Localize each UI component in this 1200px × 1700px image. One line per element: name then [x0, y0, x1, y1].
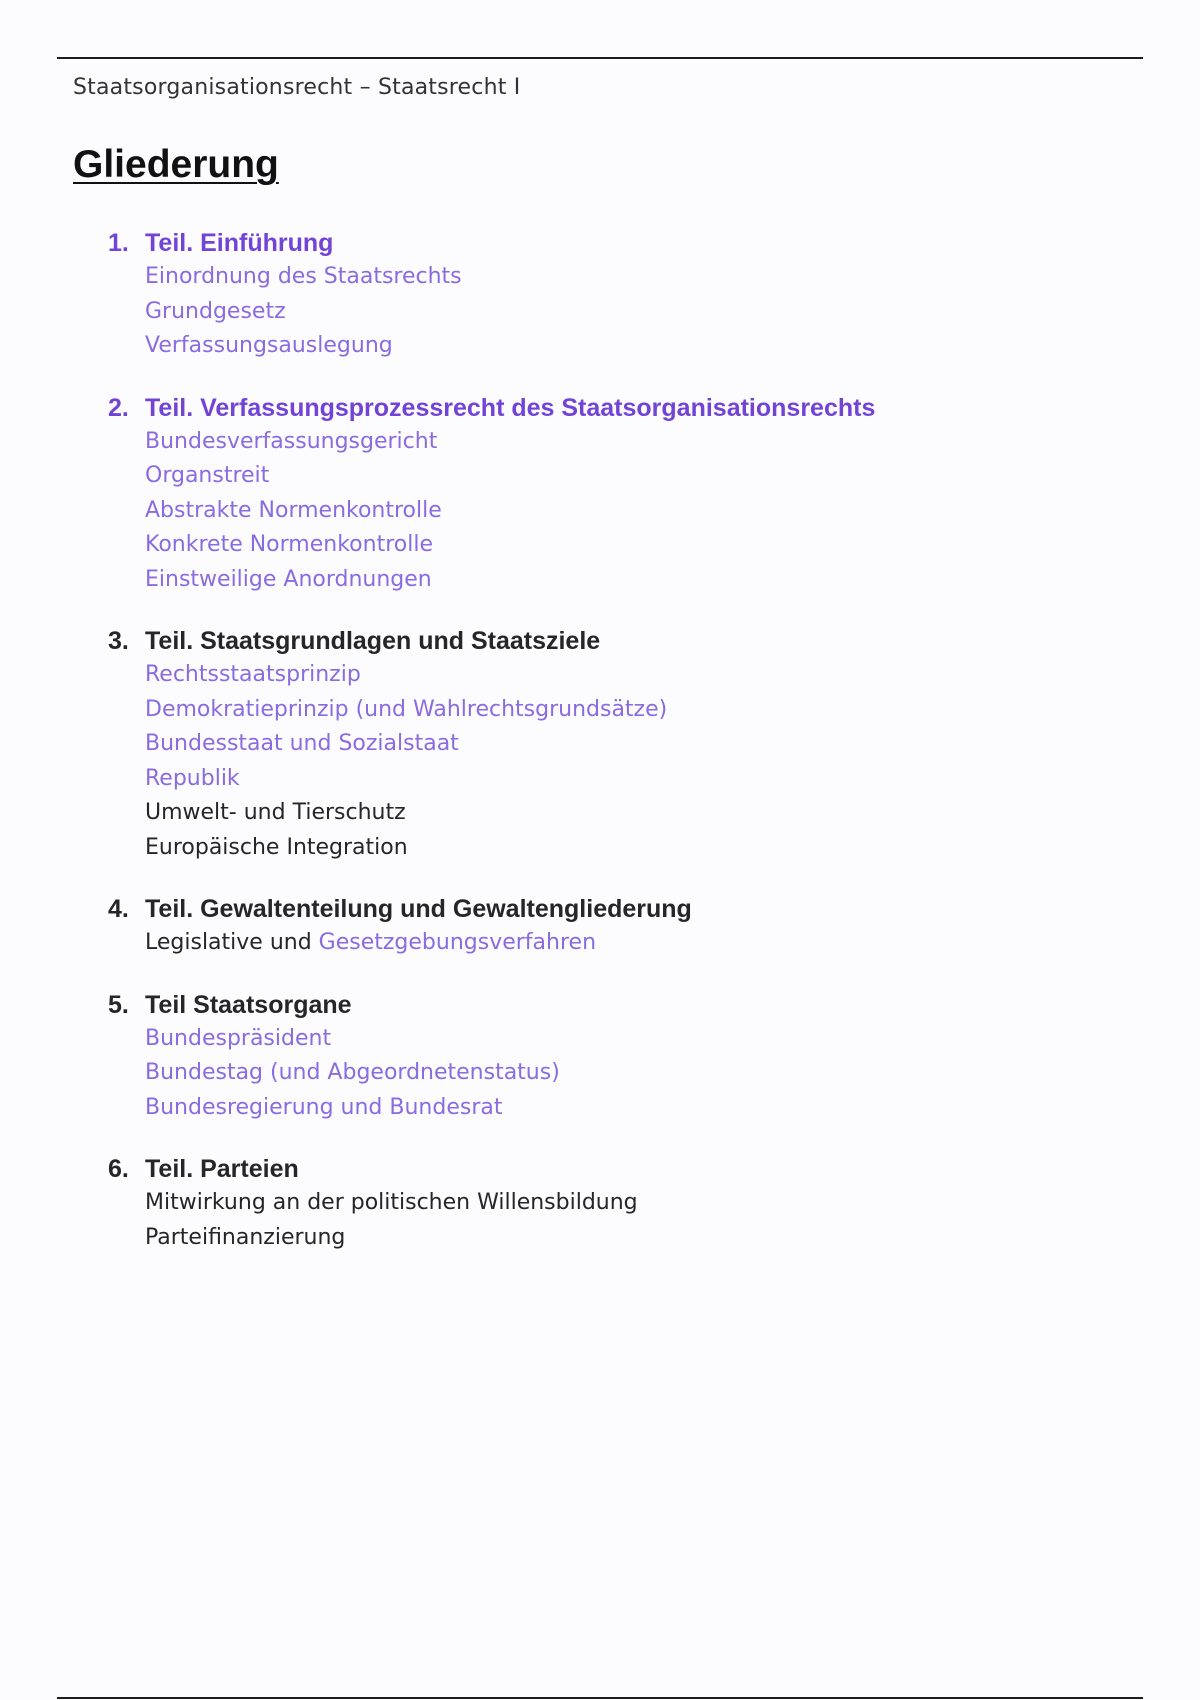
item-link[interactable]: Bundespräsident	[145, 1025, 332, 1051]
page-title: Gliederung	[73, 143, 279, 186]
list-item	[145, 1221, 1108, 1256]
item-link[interactable]: Einstweilige Anordnungen	[145, 566, 432, 592]
section-heading	[108, 624, 1108, 658]
item-link[interactable]: Abstrakte Normenkontrolle	[145, 497, 442, 523]
list-item	[145, 295, 1108, 330]
section-items	[108, 425, 1108, 598]
section-heading	[108, 988, 1108, 1022]
list-item	[145, 1091, 1108, 1126]
header-rule	[57, 57, 1143, 59]
list-item	[145, 459, 1108, 494]
list-item	[145, 658, 1108, 693]
list-item	[145, 693, 1108, 728]
list-item	[145, 1022, 1108, 1057]
section-title: Teil. Staatsgrundlagen und Staatsziele	[145, 627, 601, 655]
list-item	[145, 1056, 1108, 1091]
section-items	[108, 1022, 1108, 1126]
list-item	[145, 329, 1108, 364]
list-item	[145, 260, 1108, 295]
list-item	[145, 727, 1108, 762]
section-number: 3.	[108, 627, 129, 655]
item-link[interactable]: Demokratieprinzip (und Wahlrechtsgrundsätze)	[145, 696, 668, 722]
list-item	[145, 831, 1108, 866]
item-link[interactable]: Bundesverfassungsgericht	[145, 428, 438, 454]
section-number: 1.	[108, 229, 129, 257]
list-item	[145, 563, 1108, 598]
item-link[interactable]: Republik	[145, 765, 240, 791]
section-heading	[108, 892, 1108, 926]
section-number: 4.	[108, 895, 129, 923]
item-text: Umwelt- und Tierschutz	[145, 800, 406, 825]
section-title: Teil Staatsorgane	[145, 990, 352, 1019]
list-item	[145, 762, 1108, 797]
list-item	[145, 926, 1108, 961]
section-items	[108, 658, 1108, 865]
section-title[interactable]: Teil. Einführung	[145, 229, 334, 257]
item-link[interactable]: Einordnung des Staatsrechts	[145, 264, 462, 289]
item-link[interactable]: Bundesregierung und Bundesrat	[145, 1094, 503, 1120]
item-link[interactable]: Organstreit	[145, 463, 270, 488]
section-title: Teil. Gewaltenteilung und Gewaltengliederung	[145, 895, 692, 923]
section-heading[interactable]	[108, 226, 1108, 260]
section-number: 2.	[108, 393, 129, 422]
item-text: Legislative und	[145, 930, 319, 955]
item-link[interactable]: Rechtsstaatsprinzip	[145, 662, 361, 687]
list-item	[145, 528, 1108, 563]
outline-section	[108, 624, 1108, 865]
outline-section	[108, 1152, 1108, 1255]
item-link[interactable]: Gesetzgebungsverfahren	[318, 930, 597, 955]
list-item	[145, 494, 1108, 529]
table-of-contents	[108, 226, 1108, 1282]
section-title[interactable]: Teil. Verfassungsprozessrecht des Staatsorganisationsrechts	[145, 393, 876, 422]
item-link[interactable]: Grundgesetz	[145, 298, 286, 324]
list-item	[145, 1186, 1108, 1221]
outline-section	[108, 892, 1108, 961]
section-number: 5.	[108, 990, 129, 1019]
item-text: Europäische Integration	[145, 834, 408, 860]
item-link[interactable]: Verfassungsauslegung	[145, 333, 393, 358]
item-link[interactable]: Konkrete Normenkontrolle	[145, 532, 433, 557]
section-items	[108, 260, 1108, 364]
running-header: Staatsorganisationsrecht – Staatsrecht I	[73, 75, 521, 100]
list-item	[145, 796, 1108, 831]
outline-section	[108, 226, 1108, 364]
section-number: 6.	[108, 1155, 129, 1183]
section-title: Teil. Parteien	[145, 1155, 299, 1183]
section-heading[interactable]	[108, 391, 1108, 425]
item-link[interactable]: Bundesstaat und Sozialstaat	[145, 731, 459, 756]
outline-section	[108, 988, 1108, 1126]
outline-section	[108, 391, 1108, 598]
item-text: Parteifinanzierung	[145, 1224, 346, 1250]
footer-rule	[57, 1697, 1143, 1699]
item-text: Mitwirkung an der politischen Willensbildung	[145, 1190, 638, 1215]
section-items	[108, 1186, 1108, 1255]
list-item	[145, 425, 1108, 460]
item-link[interactable]: Bundestag (und Abgeordnetenstatus)	[145, 1060, 560, 1085]
section-items	[108, 926, 1108, 961]
section-heading	[108, 1152, 1108, 1186]
